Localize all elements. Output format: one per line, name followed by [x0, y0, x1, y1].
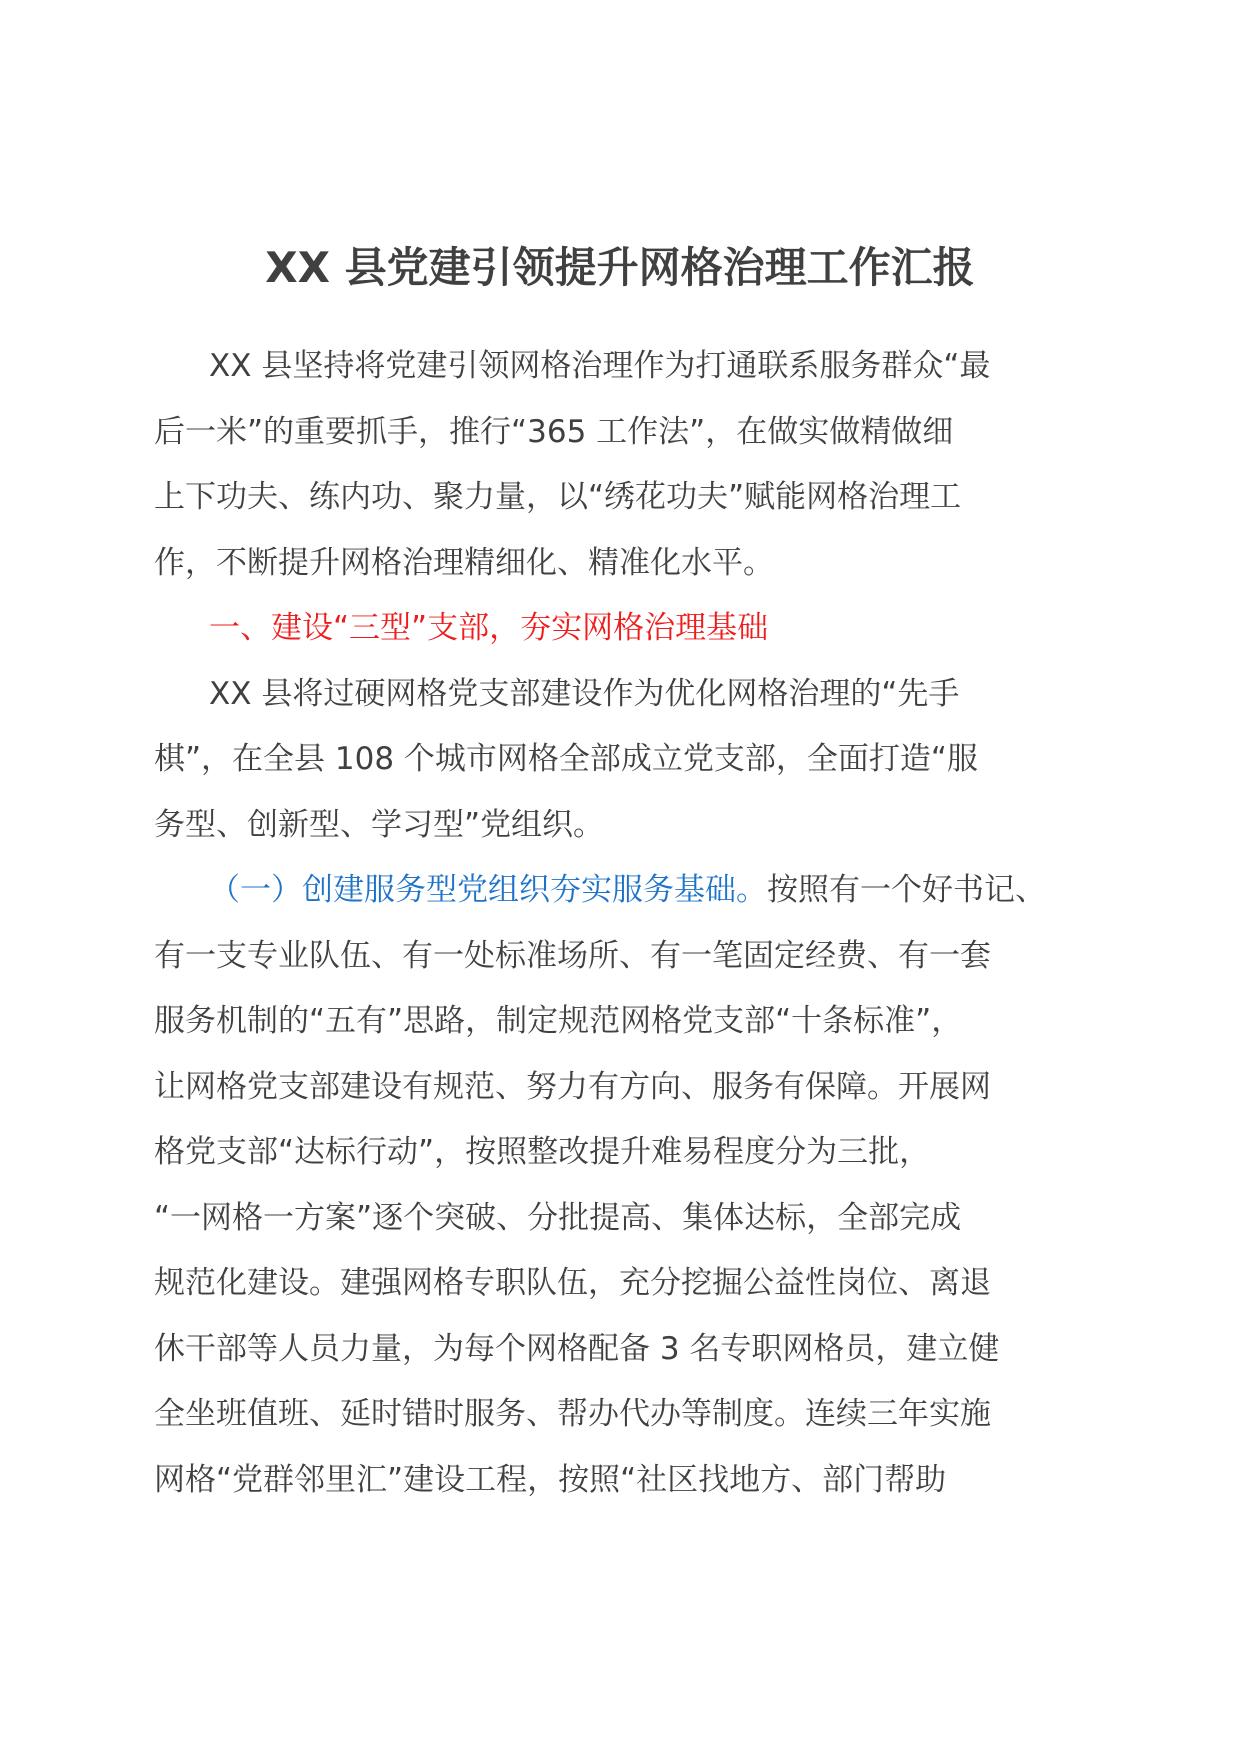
- subsection-line: 规范化建设。建强网格专职队伍，充分挖掘公益性岗位、离退: [154, 1265, 991, 1301]
- section-line: 棋”，在全县 108 个城市网格全部成立党支部，全面打造“服: [154, 741, 978, 777]
- subsection-line: 服务机制的“五有”思路，制定规范网格党支部“十条标准”，: [154, 1003, 963, 1039]
- section-heading: 一、建设“三型”支部，夯实网格治理基础: [209, 610, 769, 646]
- intro-line: 作，不断提升网格治理精细化、精准化水平。: [154, 544, 774, 581]
- intro-line: 上下功夫、练内功、聚力量，以“绣花功夫”赋能网格治理工: [154, 479, 962, 515]
- subsection-first-line-text: 按照有一个好书记、: [767, 872, 1046, 908]
- subsection-line: 格党支部“达标行动”，按照整改提升难易程度分为三批，: [154, 1134, 931, 1170]
- document-title: XX 县党建引领提升网格治理工作汇报: [265, 243, 975, 292]
- subsection-first-line: [154, 858, 1094, 924]
- intro-line: XX 县坚持将党建引领网格治理作为打通联系服务群众“最: [209, 348, 991, 384]
- subsection-line: 网格“党群邻里汇”建设工程，按照“社区找地方、部门帮助: [154, 1461, 947, 1498]
- subsection-line: 休干部等人员力量，为每个网格配备 3 名专职网格员，建立健: [154, 1330, 1000, 1367]
- subsection-heading: （一）创建服务型党组织夯实服务基础。: [209, 872, 767, 908]
- subsection-line: “一网格一方案”逐个突破、分批提高、集体达标，全部完成: [154, 1199, 962, 1236]
- subsection-line: 让网格党支部建设有规范、努力有方向、服务有保障。开展网: [154, 1068, 991, 1105]
- section-line: XX 县将过硬网格党支部建设作为优化网格治理的“先手: [209, 675, 960, 712]
- intro-line: 后一米”的重要抓手，推行“365 工作法”，在做实做精做细: [154, 413, 954, 450]
- subsection-line: 全坐班值班、延时错时服务、帮办代办等制度。连续三年实施: [154, 1396, 991, 1432]
- subsection-line: 有一支专业队伍、有一处标准场所、有一笔固定经费、有一套: [154, 937, 991, 974]
- document-body: [154, 334, 1094, 1513]
- section-line: 务型、创新型、学习型”党组织。: [154, 806, 605, 843]
